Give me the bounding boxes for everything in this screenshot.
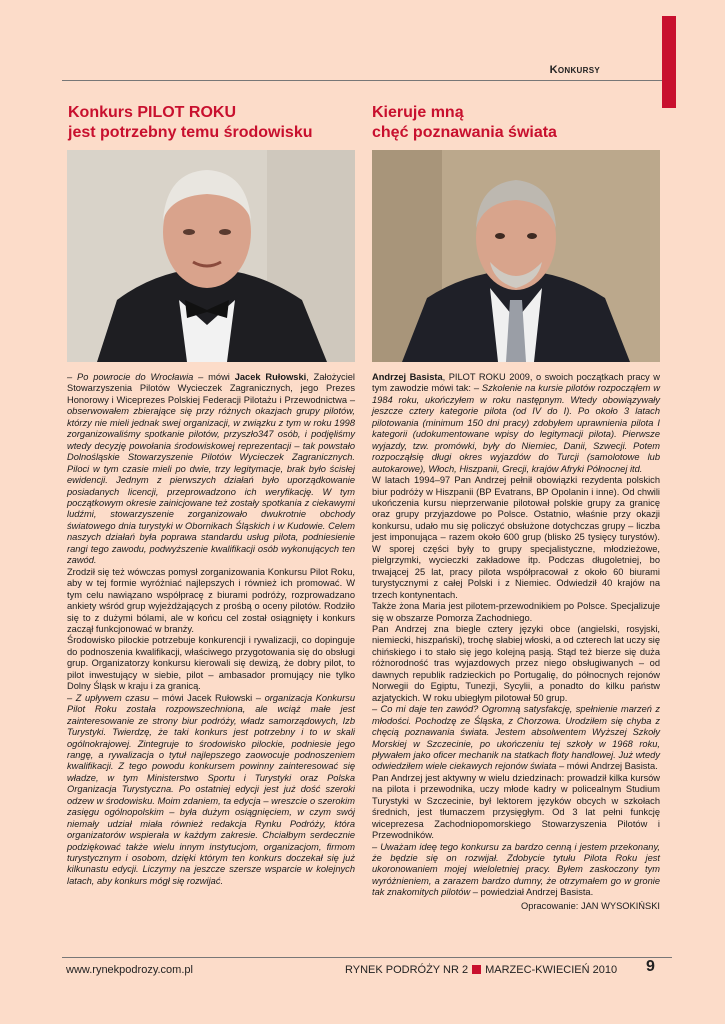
paragraph — [67, 693, 355, 888]
page-number: 9 — [646, 958, 655, 975]
paragraph — [372, 842, 660, 899]
quote-text: – Co mi daje ten zawód? Ogromną satysfakcję, spełnienie marzeń z młodości. Pochodzę ze Śląska, z Chorzowa. Urodziłem się chyba z chęcią poznawania świata. Jestem absolwentem Wyższej Szkoły Morskiej w Szczecinie, po ukończeniu tej szkoły w 1968 roku, pływałem jako oficer mechanik na statkach floty handlowej. Już wtedy odwiedziłem wiele ciekawych rejonów świata — [372, 704, 660, 772]
magazine-name: RYNEK PODRÓŻY NR 2 — [345, 964, 469, 976]
footer-magazine-info — [345, 964, 617, 976]
paragraph: Zrodził się też wówczas pomysł zorganizowania Konkursu Pilot Roku, aby w tej formie wyróżniać najlepszych i również ich promować. W tym celu nawiązano współpracę z biurami podróży, rozprowadzano ankiety wśród grup wyjeżdżających z prośbą o oceny pilotów. Rodziło się to z dużymi bólami, ale w końcu cel został osiągnięty i konkurs zaczął funkcjonować w branży. — [67, 566, 355, 634]
right-title-line2: chęć poznawania świata — [372, 124, 557, 141]
interviewee-name: Andrzej Basista — [372, 372, 443, 382]
text-span: – mówi Andrzej Basista. — [556, 761, 658, 772]
text-span: – mówi Jacek Rułowski – — [149, 692, 265, 703]
paragraph: Środowisko pilockie potrzebuje konkurencji i rywalizacji, co dopinguje do podnoszenia kwalifikacji, właściwego przygotowania się do obsługi grup. Organizatorzy konkursu kierowali się dewizą, że dobry pilot, to pilot inwestujący w siebie, pilot – ambasador promujący nie tylko Dolny Śląsk w kraju i za granicą. — [67, 635, 355, 692]
quote-text: – obserwowałem zbierające się przy różnych okazjach grupy pilotów, którzy nie mieli jednak swej organizacji, w związku z tym w roku 1998 zorganizowaliśmy spotkanie pilotów, przyszło347 osób, i podjęliśmy wtedy decyzję powołania środowiskowej reprezentacji – tak powstało Dolnośląskie Stowarzyszenie Pilotów Wycieczek Zagranicznych. Piloci w tym czasie mieli po dwie, trzy legitymacje, brak było ścisłej ewidencji. Jednym z pierwszych działań było uporządkowanie posiadanych licencji, przeprowadzono ich weryfikację. W tym początkowym okresie zainicjowane też zostały spotkania z ciekawymi ludźmi, stowarzyszenie zorganizowało dwukrotnie obchody światowego dnia turystyki w Obornikach Śląskich i w Kudowie. Celem naszych działań była poprawa standardu usług pilota, podniesienie rangi tego zawodu, podwyższenie kwalifikacji osób wykonujących ten zawód. — [67, 394, 355, 566]
quote-intro: – Z upływem czasu — [67, 692, 150, 703]
text-span: – powiedział Andrzej Basista. — [470, 887, 594, 898]
paragraph — [372, 372, 660, 475]
right-title-line1: Kieruje mną — [372, 104, 464, 121]
section-label: Konkursy — [549, 64, 600, 76]
right-article-body — [372, 372, 660, 912]
quote-intro: – Po powrocie do Wrocławia – — [67, 372, 204, 382]
quote-text: – Uważam ideę tego konkursu za bardzo cenną i jestem przekonany, że będzie się on rozwijał. Zdobycie tytułu Pilota Roku jest ukoronowaniem mojej wieloletniej pracy. Byłem zaskoczony tym wyróżnieniem, a zarazem bardzo dumny, że otrzymałem go w gronie tak znakomitych pilotów — [372, 841, 660, 898]
paragraph: Pan Andrzej zna biegle cztery języki obce (angielski, rosyjski, niemiecki, hiszpański), trochę słabiej włoski, a od czterech lat uczy się chińskiego i to stało się jego kolejną pasją. Stąd też bierze się duża różnorodność tras wyjazdowych przez niego obsługiwanych – od dawnych republik radzieckich po Portugalię, do północnych rejonów Norwegii do Egiptu, Tunezji, Sycylii, a ponadto do kilku państw azjatyckich. W roku ubiegłym pilotował 50 grup. — [372, 623, 660, 703]
left-article-title — [68, 103, 358, 143]
footer-rule — [62, 957, 672, 958]
text-span: , PILOT ROKU 2009, o swoich początkach pracy w tym zawodzie mówi tak: — [372, 372, 660, 394]
issue-date: MARZEC-KWIECIEŃ 2010 — [485, 964, 618, 976]
portrait-photo-left — [67, 150, 355, 362]
header-rule — [62, 80, 662, 81]
separator-square-icon — [472, 965, 481, 974]
quote-text: – Szkolenie na kursie pilotów rozpocząłem w 1984 roku, ukończyłem w roku następnym. Wtedy obowiązywały jeszcze cztery kategorie pilota (od IV do I). Po około 3 latach pilotowania (minimum 150 dni pracy) zdobyłem uprawnienia pilota I kategorii (udokumentowane wpisy do legitymacji pilota). Pierwsze wyjazdy, tzw. promówki, były do Niemiec, Danii, Szwecji. Potem rozpocząłsię długi okres wyjazdów do Turcji (samolotowe lub autokarowe), Włoch, Hiszpanii, Grecji, krajów Afryki Północnej itd. — [372, 383, 660, 474]
text-span: , Założyciel Stowarzyszenia Pilotów Wycieczek Zagranicznych, jego Prezes Honorowy i Wiceprezes Polskiej Federacji Pilotażu i Przewodnictwa — [67, 372, 355, 405]
section-color-tab — [662, 16, 676, 108]
author-signature: Opracowanie: JAN WYSOKIŃSKI — [521, 900, 660, 911]
footer-website-link[interactable]: www.rynekpodrozy.com.pl — [66, 964, 193, 976]
paragraph — [67, 372, 355, 567]
paragraph: W latach 1994–97 Pan Andrzej pełnił obowiązki rezydenta polskich biur podróży w Hiszpanii (BP Evatrans, BP Opolanin i inne). Od chwili ukończenia kursu nieprzerwanie pilotował polskie grupy za granicę oraz grupy przyjazdowe po Polsce. Ostatnio, właśnie przy okazji konkursu, udało mu się policzyć obsłużone dotychczas grupy – liczba jest imponująca – razem około 600 grup (blisko 25 tysięcy turystów). W sporej części były to grupy specjalistyczne, młodzieżowe, pielgrzymki, wycieczki zakładowe itp. Podczas długoletniej, bo trwającej 25 lat, pracy pilota współpracował z około 60 biurami turystycznymi z całej Polski i z Niemiec. Odwiedził 40 krajów na trzech kontynentach. — [372, 475, 660, 600]
left-article-body — [67, 372, 355, 887]
text-span: mówi — [203, 372, 235, 382]
paragraph: Także żona Maria jest pilotem-przewodnikiem po Polsce. Specjalizuje się w obszarze Pomorza Zachodniego. — [372, 601, 660, 623]
right-article-title — [372, 103, 662, 143]
interviewee-name: Jacek Rułowski — [234, 372, 307, 382]
paragraph — [372, 704, 660, 773]
quote-text: organizacja Konkursu Pilot Roku została rozpowszechniona, ale wciąż małe jest zainteresowanie ze strony biur podróży, władz samorządowych, Izb Turystyki. Twierdzę, że taki konkurs jest potrzebny i to w skali ogólnokrajowej. Zintegruje to środowisko pilockie, podniesie jego rangę, a rywalizacja o tytuł najlepszego zaowocuje podnoszeniem kwalifikacji. Z tego powodu konkursem powinny zainteresować się władze, w tym Ministerstwo Sportu i Turystyki oraz Polska Organizacja Turystyczna. Po ostatniej edycji jest już dość szeroki odzew w środowisku. Moim zdaniem, ta edycja – wreszcie o szerokim zasięgu ogólnopolskim – była dużym osiągnięciem, w czym swój niemały udział miała również redakcja Rynku Podróży, która organizatorów wspierała w każdym zakresie. Chciałbym serdecznie podziękować także wielu innym instytucjom, organizacjom, firmom turystycznym i osobom, dzięki którym ten konkurs doczekał się już kilkunastu edycji. Liczymy na jeszcze szersze wsparcie w kolejnych latach, aby konkurs mógł się rozwijać. — [67, 692, 355, 886]
left-title-line1: Konkurs PILOT ROKU — [68, 104, 237, 121]
left-title-line2: jest potrzebny temu środowisku — [68, 124, 313, 141]
portrait-photo-right — [372, 150, 660, 362]
paragraph: Pan Andrzej jest aktywny w wielu dziedzinach: prowadził kilka kursów na pilota i przewodnika, uczy młode kadry w policealnym Studium Turystyki w Szczecinie, był lektorem języków obcych w szkołach średnich, jest tłumaczem przysięgłym. Od 3 lat pełni funkcję wiceprezesa Zachodniopomorskiego Stowarzyszenia Pilotów i Przewodników. — [372, 772, 660, 841]
